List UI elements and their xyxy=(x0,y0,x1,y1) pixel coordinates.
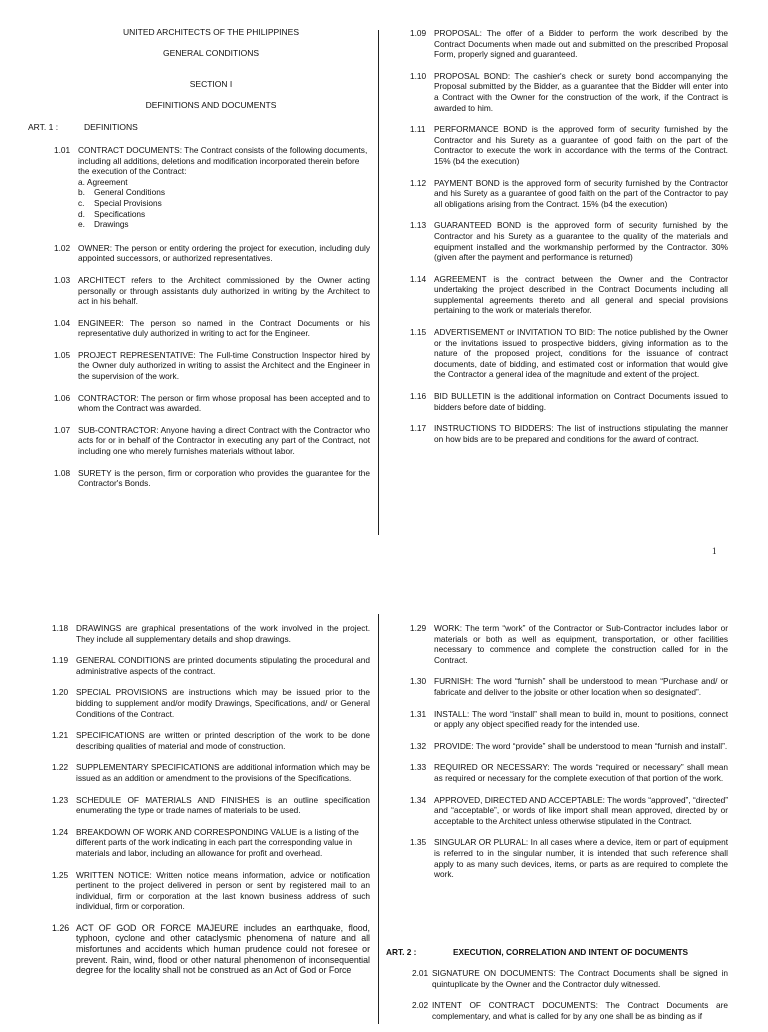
sub-item: a. Agreement xyxy=(78,176,128,187)
item-text: PROPOSAL BOND: The cashier's check or surety bond accompanying the Proposal submitted by the Bidder, as a guarantee that the Bidder will enter into a Contract with the Owner for the construction of the work, if the Contract is awarded to him. xyxy=(434,70,728,113)
list-item xyxy=(410,391,728,412)
list-item xyxy=(52,623,370,644)
list-item xyxy=(410,623,728,665)
item-text: OWNER: The person or entity ordering the project for execution, including duly appointed successors, or authorized representatives. xyxy=(78,242,370,264)
item-number: 1.08 xyxy=(54,467,71,478)
list-item xyxy=(410,709,728,730)
item-text: WORK: The term “work” of the Contractor or Sub-Contractor includes labor or materials or both as well as equipment, transportation, or other facilities necessary to commence and complete the construction called for in the Contract. xyxy=(434,623,728,665)
list-item xyxy=(54,393,370,414)
list-item xyxy=(54,275,370,307)
list-item xyxy=(410,837,728,879)
list-item xyxy=(52,870,370,912)
item-text: CONTRACT DOCUMENTS: The Contract consists of the following documents, including all additions, deletions and modification incorporated therein before the execution of the Contract: xyxy=(78,144,368,177)
item-text: INTENT OF CONTRACT DOCUMENTS: The Contract Documents are complementary, and what is called for by any one shall be as binding as if xyxy=(432,1000,728,1021)
document-page-2 xyxy=(0,610,768,1024)
item-number: 1.13 xyxy=(410,220,427,231)
item-text: BREAKDOWN OF WORK AND CORRESPONDING VALUE is a listing of the different parts of the work indicating in each part the corresponding value in materials and labor, including an allowance for profit and overhead. xyxy=(76,826,359,858)
item-number: 1.02 xyxy=(54,242,71,253)
list-item xyxy=(54,425,370,457)
item-number: 1.14 xyxy=(410,273,427,284)
sub-item: b. General Conditions xyxy=(78,187,166,198)
list-item xyxy=(410,327,728,380)
list-item xyxy=(54,243,370,264)
article-number: ART. 1 : xyxy=(28,122,59,133)
item-number: 1.05 xyxy=(54,349,71,360)
sub-item: d. Specifications xyxy=(78,208,146,219)
list-item xyxy=(52,655,370,676)
item-number: 1.23 xyxy=(52,794,69,805)
item-number: 1.06 xyxy=(54,392,71,403)
item-number: 2.02 xyxy=(412,1000,429,1011)
item-text: PROJECT REPRESENTATIVE: The Full-time Construction Inspector hired by the Owner duly authorized in writing to assist the Architect and the Engineer in the supervision of the work. xyxy=(78,349,370,382)
list-item xyxy=(410,178,728,210)
list-item xyxy=(52,795,370,816)
list-item xyxy=(412,1000,728,1021)
list-item xyxy=(412,968,728,989)
item-text: DRAWINGS are graphical presentations of the work involved in the project. They include all supplementary details and shop drawings. xyxy=(76,623,370,644)
item-number: 1.29 xyxy=(410,623,427,633)
section-title: DEFINITIONS AND DOCUMENTS xyxy=(145,99,277,110)
item-number: 1.11 xyxy=(410,124,426,135)
item-text: SPECIAL PROVISIONS are instructions which may be issued prior to the bidding to supplement and/or modify Drawings, Specifications, and/ or General Conditions of the Contract. xyxy=(76,687,370,719)
article-title: EXECUTION, CORRELATION AND INTENT OF DOCUMENTS xyxy=(453,947,689,957)
item-text: GUARANTEED BOND is the approved form of security furnished by the Contractor and his Surety as a guarantee to the quality of the materials and equipment installed and the workmanship performed by the Contractor. 30% (given after the payment and performance is returned) xyxy=(434,220,728,263)
list-item xyxy=(410,124,728,166)
list-item xyxy=(410,220,728,262)
item-number: 1.35 xyxy=(410,837,427,848)
list-item xyxy=(52,827,370,859)
left-column xyxy=(28,27,370,500)
item-text: BID BULLETIN is the additional information on Contract Documents issued to bidders before date of bidding. xyxy=(434,391,728,412)
item-number: 1.34 xyxy=(410,794,427,805)
item-number: 1.30 xyxy=(410,676,427,687)
item-number: 1.16 xyxy=(410,391,427,402)
left-column xyxy=(52,623,370,987)
item-number: 1.09 xyxy=(410,28,427,38)
sub-item: c. Special Provisions xyxy=(78,197,162,208)
item-text: INSTALL: The word “install” shall mean to build in, mount to positions, connect or apply any object specified ready for the intended use. xyxy=(434,708,728,730)
item-text: FURNISH: The word “furnish” shall be understood to mean “Purchase and/ or fabricate and deliver to the jobsite or other location when so designated”. xyxy=(434,676,728,697)
article-title: DEFINITIONS xyxy=(84,122,138,133)
item-text: ARCHITECT refers to the Architect commissioned by the Owner acting personally or through assistants duly authorized in writing by the Architect to act in his behalf. xyxy=(78,274,370,307)
article-1-heading xyxy=(28,122,370,133)
list-item xyxy=(410,28,728,60)
item-text: SCHEDULE OF MATERIALS AND FINISHES is an outline specification enumerating the type or trade names of materials to be used. xyxy=(76,794,370,816)
page-gap xyxy=(0,572,768,610)
list-item xyxy=(52,687,370,719)
definitions-list-left xyxy=(54,145,370,489)
item-text: ENGINEER: The person so named in the Contract Documents or his representative duly authorized in writing to act for the Engineer. xyxy=(78,317,370,339)
item-number: 1.24 xyxy=(52,826,69,837)
item-text: ADVERTISEMENT or INVITATION TO BID: The notice published by the Owner or the invitations issued to prospective bidders, giving information as to the nature of the proposed project, conditions for the issuance of contract documents, date of bidding, and estimated cost or information that would give the Contractor a general idea of the magnitude and extent of the project. xyxy=(434,327,728,380)
column-divider xyxy=(378,614,379,1024)
right-column xyxy=(410,28,728,455)
list-item xyxy=(54,350,370,382)
item-number: 1.31 xyxy=(410,708,427,719)
item-text: GENERAL CONDITIONS are printed documents stipulating the procedural and administrative aspects of the contract. xyxy=(76,655,370,676)
list-item xyxy=(54,318,370,339)
item-number: 1.01 xyxy=(54,144,71,155)
item-text: PROPOSAL: The offer of a Bidder to perform the work described by the Contract Documents when made out and submitted on the prescribed Proposal Form, properly signed and guaranteed. xyxy=(434,28,728,60)
item-number: 1.22 xyxy=(52,762,69,773)
document-title: GENERAL CONDITIONS xyxy=(162,47,260,58)
item-number: 1.03 xyxy=(54,274,71,285)
list-item xyxy=(410,423,728,444)
item-text: SURETY is the person, firm or corporation who provides the guarantee for the Contractor's Bonds. xyxy=(78,467,370,489)
item-text: ACT OF GOD OR FORCE MAJEURE includes an earthquake, flood, typhoon, cyclone and other cataclysmic phenomena of nature and all misfortunes and accidents which human prudence could not foresee or prevent. Rain, wind, flood or other natural phenomenon of inconsequential degree for the locality shall not be construed as an Act of God or Force xyxy=(76,922,370,976)
item-text: SIGNATURE ON DOCUMENTS: The Contract Documents shall be signed in quintuplicate by the Owner and the Contractor duly witnessed. xyxy=(432,968,728,989)
list-item xyxy=(410,274,728,316)
item-text: INSTRUCTIONS TO BIDDERS: The list of instructions stipulating the manner on how bids are to be prepared and conditions for the award of contract. xyxy=(434,423,728,444)
sub-item: e. Drawings xyxy=(78,219,129,230)
item-text: PROVIDE: The word “provide” shall be understood to mean “furnish and install”. xyxy=(434,740,728,751)
item-number: 1.07 xyxy=(54,424,71,435)
page-number: 1 xyxy=(712,546,717,556)
list-item xyxy=(410,741,728,752)
item-number: 1.21 xyxy=(52,730,69,741)
item-number: 2.01 xyxy=(412,968,429,978)
article-2-items xyxy=(412,968,728,1032)
item-number: 1.12 xyxy=(410,177,427,188)
list-item xyxy=(52,762,370,783)
item-text: AGREEMENT is the contract between the Owner and the Contractor undertaking the project described in the Contract Documents including all supplemental agreements thereto and all general and special provisions pertaining to the work or materials therefor. xyxy=(434,273,728,316)
list-item xyxy=(52,923,370,976)
item-number: 1.04 xyxy=(54,317,71,328)
item-text: PAYMENT BOND is the approved form of security furnished by the Contractor and his Surety as a guarantee of good faith on the part of the Contractor to pay all obligations arising from the Contract. 15% (b4 the execution) xyxy=(434,177,728,209)
list-item xyxy=(410,676,728,697)
organization-name: UNITED ARCHITECTS OF THE PHILIPPINES xyxy=(122,27,299,37)
list-item xyxy=(410,795,728,827)
list-item xyxy=(54,145,370,230)
article-2-heading xyxy=(386,947,736,957)
item-text: PERFORMANCE BOND is the approved form of security furnished by the Contractor and his Surety as a guarantee of good faith on the part of the Contractor to execute the work in accordance with the terms of the Contract. 15% (b4 the execution) xyxy=(434,124,728,166)
item-text: SPECIFICATIONS are written or printed description of the work to be done describing qualities of material and mode of construction. xyxy=(76,730,370,751)
list-item xyxy=(410,762,728,783)
item-text: REQUIRED OR NECESSARY: The words “required or necessary” shall mean as required or necessary for the complete execution of that portion of the work. xyxy=(434,762,728,783)
list-item xyxy=(52,730,370,751)
item-text: SUPPLEMENTARY SPECIFICATIONS are additional information which may be issued as an addition or amendment to the provisions of the Specifications. xyxy=(76,762,370,783)
item-number: 1.25 xyxy=(52,869,69,880)
item-number: 1.17 xyxy=(410,423,427,434)
item-text: CONTRACTOR: The person or firm whose proposal has been accepted and to whom the Contract was awarded. xyxy=(78,392,370,414)
item-number: 1.19 xyxy=(52,655,69,666)
column-divider xyxy=(378,30,379,535)
item-text: WRITTEN NOTICE: Written notice means information, advice or notification pertinent to the project delivered in person or sent by registered mail to an individual, firm or corporation at the last known business address of such individual, firm or corporation. xyxy=(76,869,370,912)
section-label: SECTION I xyxy=(189,79,233,90)
article-number: ART. 2 : xyxy=(386,947,417,957)
item-number: 1.10 xyxy=(410,70,427,81)
item-number: 1.18 xyxy=(52,623,69,633)
item-number: 1.32 xyxy=(410,740,427,751)
right-column xyxy=(410,623,728,891)
item-text: SINGULAR OR PLURAL: In all cases where a device, item or part of equipment is referred to in the singular number, it is intended that such reference shall apply to as many such devices, items, or parts as are required to complete the work. xyxy=(434,837,728,880)
item-number: 1.15 xyxy=(410,327,427,338)
item-text: APPROVED, DIRECTED AND ACCEPTABLE: The words “approved”, “directed” and “acceptable”, or words of like import shall mean approved, directed by or acceptable to the Architect unless otherwise stipulated in the Contract. xyxy=(434,794,728,826)
item-number: 1.26 xyxy=(52,922,70,933)
item-text: SUB-CONTRACTOR: Anyone having a direct Contract with the Contractor who acts for or in behalf of the Contractor in executing any part of the Contract, not including one who merely furnishes materials without labor. xyxy=(78,424,370,457)
list-item xyxy=(54,468,370,489)
list-item xyxy=(410,71,728,113)
item-number: 1.20 xyxy=(52,687,69,698)
item-number: 1.33 xyxy=(410,762,427,773)
